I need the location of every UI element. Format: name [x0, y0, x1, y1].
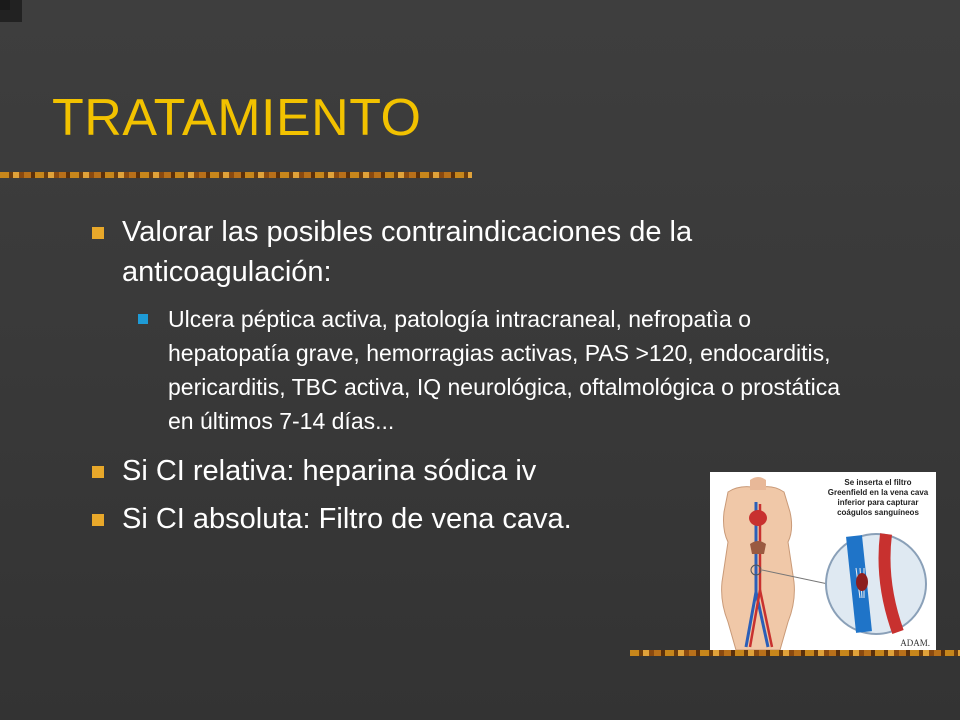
figure-caption: Se inserta el filtro Greenfield en la vena cava inferior para capturar coágulos sanguíneos — [827, 478, 929, 517]
title-divider — [0, 172, 472, 178]
square-bullet-icon — [138, 314, 148, 324]
vena-cava-filter-illustration — [710, 472, 936, 652]
slide-title: TRATAMIENTO — [52, 89, 422, 147]
square-bullet-icon — [92, 227, 104, 239]
square-bullet-icon — [92, 514, 104, 526]
bullet-text: Si CI relativa: heparina sódica iv — [122, 455, 537, 487]
bullet-contraindications — [92, 212, 872, 292]
bottom-divider — [630, 650, 960, 656]
corner-mark-inner — [0, 0, 10, 10]
bullet-text: Si CI absoluta: Filtro de vena cava. — [122, 503, 572, 535]
bullet-text: Valorar las posibles contraindicaciones de la anticoagulación: — [122, 216, 693, 288]
sub-bullet-text: Ulcera péptica activa, patología intracraneal, nefropatìa o hepatopatía grave, hemorragias activas, PAS >120, endocarditis, pericarditis, TBC activa, IQ neurológica, oftalmológica o prostática en últimos 7-14 días... — [168, 306, 840, 434]
square-bullet-icon — [92, 466, 104, 478]
sub-bullet-list — [138, 302, 858, 438]
figure-credit: ADAM. — [900, 638, 930, 648]
